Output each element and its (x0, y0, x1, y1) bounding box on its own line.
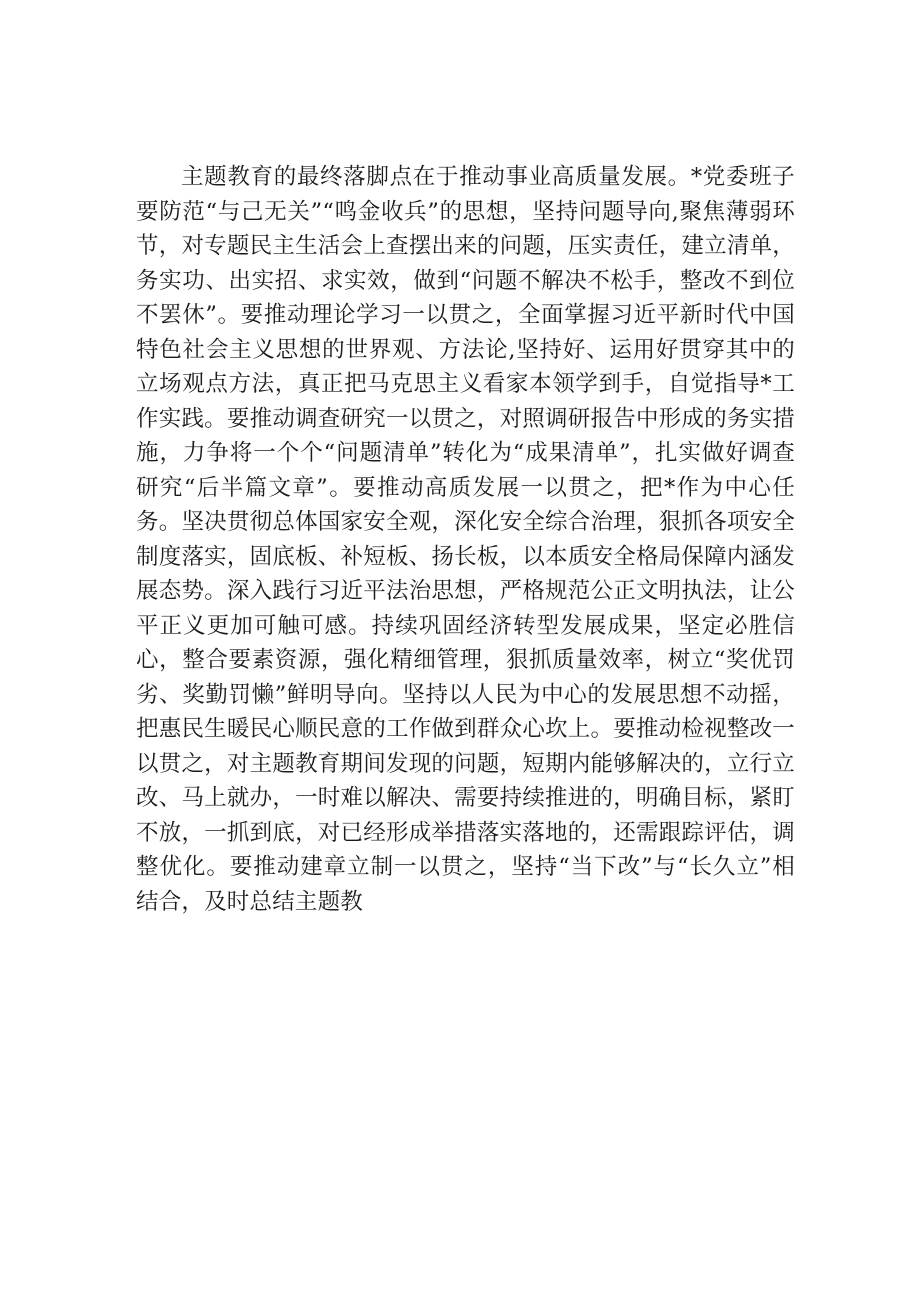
body-paragraph: 主题教育的最终落脚点在于推动事业高质量发展。*党委班子要防范“与己无关”“鸣金收兵”的思想，坚持问题导向,聚焦薄弱环节，对专题民主生活会上查摆出来的问题，压实责任，建立清单，务实功、出实招、求实效，做到“问题不解决不松手，整改不到位不罢休”。要推动理论学习一以贯之，全面掌握习近平新时代中国特色社会主义思想的世界观、方法论,坚持好、运用好贯穿其中的立场观点方法，真正把马克思主义看家本领学到手，自觉指导*工作实践。要推动调查研究一以贯之，对照调研报告中形成的务实措施，力争将一个个“问题清单”转化为“成果清单”，扎实做好调查研究“后半篇文章”。要推动高质发展一以贯之，把*作为中心任务。坚决贯彻总体国家安全观，深化安全综合治理，狠抓各项安全制度落实，固底板、补短板、扬长板，以本质安全格局保障内涵发展态势。深入践行习近平法治思想，严格规范公正文明执法，让公平正义更加可触可感。持续巩固经济转型发展成果，坚定必胜信心，整合要素资源，强化精细管理，狠抓质量效率，树立“奖优罚劣、奖勤罚懒”鲜明导向。坚持以人民为中心的发展思想不动摇，把惠民生暖民心顺民意的工作做到群众心坎上。要推动检视整改一以贯之，对主题教育期间发现的问题，短期内能够解决的，立行立改、马上就办，一时难以解决、需要持续推进的，明确目标，紧盯不放，一抓到底，对已经形成举措落实落地的，还需跟踪评估，调整优化。要推动建章立制一以贯之，坚持“当下改”与“长久立”相结合，及时总结主题教 (136, 164, 795, 915)
